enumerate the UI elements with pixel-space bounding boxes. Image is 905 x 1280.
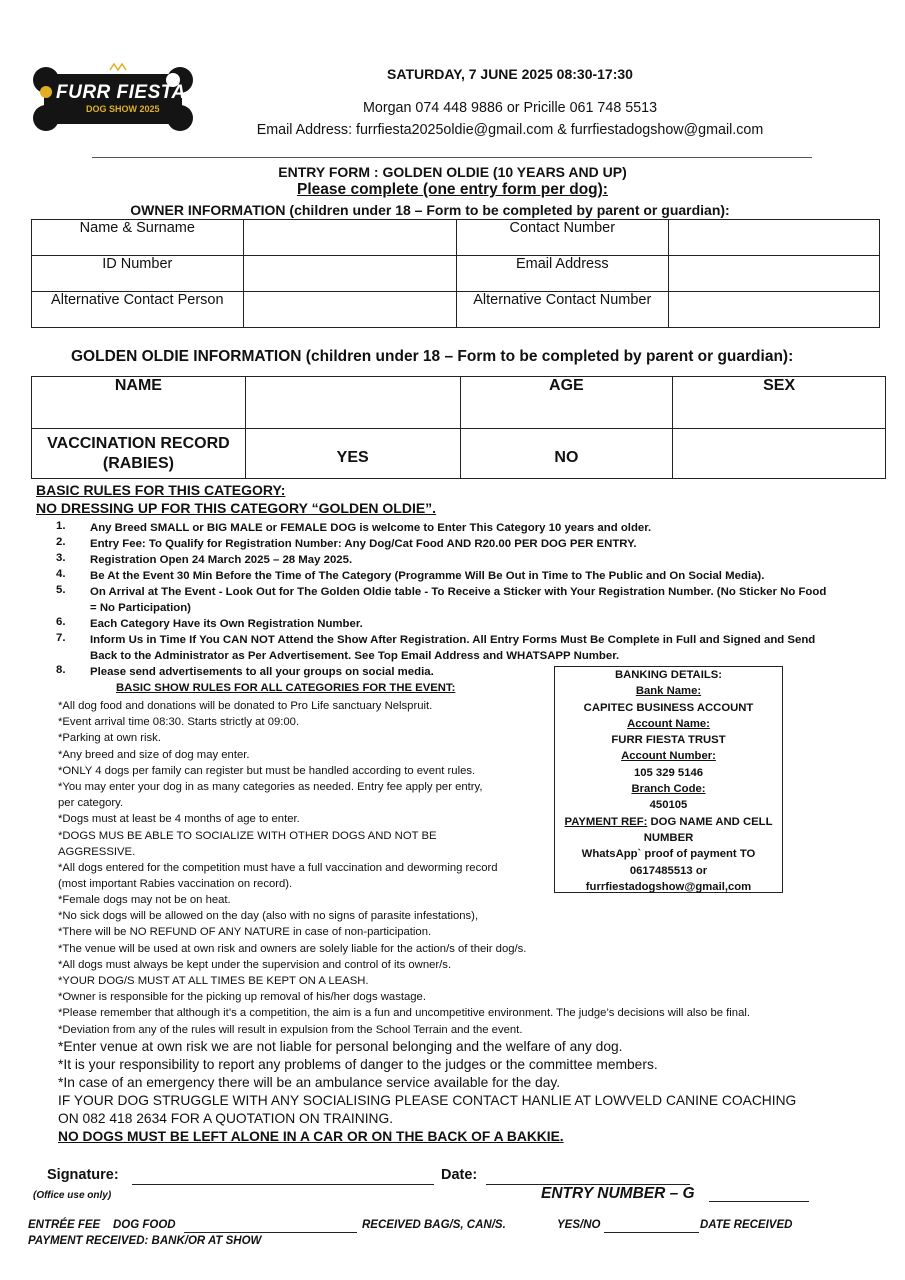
show-rule-line: *Owner is responsible for the picking up removal of his/her dogs wastage. (58, 991, 426, 1004)
vaccination-extra-field[interactable] (673, 429, 886, 479)
bank-name-value: CAPITEC BUSINESS ACCOUNT (583, 701, 754, 714)
payment-ref-label: PAYMENT REF: (564, 815, 648, 828)
show-rule-line: *Enter venue at own risk we are not liable for personal belonging and the welfare of any dog. (58, 1039, 623, 1054)
owner-id-label: ID Number (32, 256, 244, 292)
signature-line[interactable] (132, 1184, 434, 1185)
show-rule-line: *Please remember that although it’s a competition, the aim is a fun and uncompetitive environment. The judge’s decisions will also be final. (58, 1007, 751, 1020)
vaccination-label-line2: (RABIES) (102, 454, 174, 472)
account-name-value: FURR FIESTA TRUST (611, 734, 726, 747)
vaccination-label (32, 429, 246, 479)
rule-text: On Arrival at The Event - Look Out for The Golden Oldie table - To Receive a Sticker with Your Registration Number. (No Sticker No Food = No Participation) (90, 586, 827, 615)
payment-received-label: PAYMENT RECEIVED: BANK/OR AT SHOW (28, 1235, 262, 1247)
show-rule-line: *The venue will be used at own risk and owners are solely liable for the action/s of their dog/s. (58, 942, 527, 955)
furr-fiesta-logo (30, 62, 195, 134)
entree-fee-label: ENTRÉE FEE (28, 1219, 101, 1231)
owner-id-field[interactable] (243, 256, 456, 292)
show-rule-line: *It is your responsibility to report any problems of danger to the judges or the committee members. (58, 1057, 658, 1072)
rule-number: 3. (56, 552, 66, 564)
dog-info-heading: GOLDEN OLDIE INFORMATION (children under 18 – Form to be completed by parent or guardian): (71, 348, 794, 365)
entry-number-label: ENTRY NUMBER – G (541, 1185, 695, 1202)
show-rule-line: ON 082 418 2634 FOR A QUOTATION ON TRAINING. (58, 1111, 394, 1126)
yes-no-line[interactable] (604, 1232, 699, 1233)
rule-number: 4. (56, 568, 66, 580)
logo-subtitle: DOG SHOW 2025 (86, 104, 160, 114)
no-dressing-heading: NO DRESSING UP FOR THIS CATEGORY “GOLDEN OLDIE”. (36, 500, 437, 516)
rule-number: 1. (56, 520, 66, 532)
show-rule-line: *YOUR DOG/S MUST AT ALL TIMES BE KEPT ON A LEASH. (58, 975, 369, 988)
rule-text: Inform Us in Time If You CAN NOT Attend the Show After Registration. All Entry Forms Must Be Complete in Full and Signed and Send Back to the Administrator as Per Advertisement. See Top Email Address and WHATSAPP Number. (90, 634, 816, 663)
rule-text: Each Category Have its Own Registration Number. (90, 618, 363, 630)
contact-numbers: Morgan 074 448 9886 or Pricille 061 748 5513 (362, 100, 658, 116)
show-rule-line: AGGRESSIVE. (58, 845, 136, 858)
show-rule-line: *ONLY 4 dogs per family can register but must be handled according to event rules. (58, 764, 476, 777)
show-rule-line: *Any breed and size of dog may enter. (58, 748, 250, 761)
account-name-label: Account Name: (627, 717, 710, 730)
header-divider (92, 157, 812, 158)
whatsapp-number: 0617485513 or (629, 864, 708, 877)
rule-text: Registration Open 24 March 2025 – 28 May 2025. (90, 554, 353, 566)
rule-text: Any Breed SMALL or BIG MALE or FEMALE DOG is welcome to Enter This Category 10 years and older. (90, 522, 652, 534)
logo-title: FURR FIESTA (56, 82, 186, 103)
vaccination-yes-option[interactable]: YES (245, 429, 460, 479)
date-label: Date: (441, 1167, 478, 1183)
alt-contact-number-field[interactable] (668, 292, 879, 328)
alt-contact-person-field[interactable] (243, 292, 456, 328)
show-rule-line: *Event arrival time 08:30. Starts strictly at 09:00. (58, 716, 300, 729)
show-rule-line: (most important Rabies vaccination on record). (58, 878, 293, 891)
rule-text: Entry Fee: To Qualify for Registration Number: Any Dog/Cat Food AND R20.00 PER DOG PER ENTRY. (90, 538, 637, 550)
account-number-label: Account Number: (621, 750, 716, 763)
office-use-label: (Office use only) (33, 1190, 112, 1201)
show-rules-heading: BASIC SHOW RULES FOR ALL CATEGORIES FOR THE EVENT: (116, 682, 456, 694)
date-received-label: DATE RECEIVED (700, 1219, 793, 1231)
signature-label: Signature: (47, 1167, 119, 1183)
owner-contact-field[interactable] (668, 220, 879, 256)
show-rules-list-large (58, 1038, 858, 1128)
dog-name-label: NAME (32, 377, 246, 429)
rule-number: 8. (56, 664, 66, 676)
vaccination-label-line1: VACCINATION RECORD (47, 434, 230, 452)
owner-name-field[interactable] (243, 220, 456, 256)
account-number-value: 105 329 5146 (633, 766, 704, 779)
owner-email-field[interactable] (668, 256, 879, 292)
branch-code-value: 450105 (649, 799, 688, 812)
payment-ref-value-line2: NUMBER (643, 831, 694, 844)
dog-food-line[interactable] (184, 1232, 357, 1233)
form-title: ENTRY FORM : GOLDEN OLDIE (10 YEARS AND UP) (278, 164, 627, 180)
yes-no-label: YES/NO (557, 1219, 601, 1231)
show-rule-line: *Dogs must at least be 4 months of age to enter. (58, 813, 300, 826)
payment-ref-value: DOG NAME AND CELL (647, 815, 773, 828)
banking-email: furrfiestadogshow@gmail,com (585, 880, 752, 893)
owner-heading: OWNER INFORMATION (children under 18 – Form to be completed by parent or guardian): (130, 202, 730, 218)
dog-info-table (31, 376, 886, 479)
bank-name-label: Bank Name: (635, 685, 702, 698)
email-addresses: Email Address: furrfiesta2025oldie@gmail.com & furrfiestadogshow@gmail.com (256, 122, 764, 138)
payment-ref (555, 814, 782, 830)
show-rule-line: *All dogs must always be kept under the supervision and control of its owner/s. (58, 958, 452, 971)
show-rule-line: *No sick dogs will be allowed on the day (also with no signs of parasite infestations), (58, 910, 479, 923)
show-rule-line: *DOGS MUS BE ABLE TO SOCIALIZE WITH OTHER DOGS AND NOT BE (58, 829, 437, 842)
show-rule-line: *You may enter your dog in as many categories as needed. Entry fee apply per entry, (58, 781, 483, 794)
rules-heading: BASIC RULES FOR THIS CATEGORY: (36, 482, 286, 498)
form-subtitle: Please complete (one entry form per dog): (297, 181, 608, 198)
show-rules-list-wide (58, 892, 838, 1038)
owner-email-label: Email Address (456, 256, 668, 292)
show-rule-line: *There will be NO REFUND OF ANY NATURE in case of non-participation. (58, 926, 432, 939)
event-date: SATURDAY, 7 JUNE 2025 08:30-17:30 (387, 66, 633, 82)
show-rule-line: per category. (58, 797, 124, 810)
rule-number: 2. (56, 536, 66, 548)
banking-details-box (554, 666, 783, 893)
owner-info-table (31, 219, 880, 328)
show-rule-line: *All dog food and donations will be donated to Pro Life sanctuary Nelspruit. (58, 700, 433, 712)
show-rule-line: *Female dogs may not be on heat. (58, 894, 231, 906)
alt-contact-number-label: Alternative Contact Number (456, 292, 668, 328)
rules-list (36, 520, 876, 680)
show-rule-line: *Parking at own risk. (58, 732, 161, 745)
entry-number-line[interactable] (709, 1201, 809, 1202)
dog-name-field[interactable] (245, 377, 460, 429)
no-dogs-in-car-rule: NO DOGS MUST BE LEFT ALONE IN A CAR OR ON THE BACK OF A BAKKIE. (58, 1129, 564, 1144)
whatsapp-proof: WhatsApp` proof of payment TO (581, 848, 756, 861)
show-rule-line: *In case of an emergency there will be an ambulance service available for the day. (58, 1075, 561, 1090)
show-rules-list-narrow (58, 698, 558, 892)
owner-name-label: Name & Surname (32, 220, 244, 256)
alt-contact-person-label: Alternative Contact Person (32, 292, 244, 328)
show-rule-line: *Deviation from any of the rules will result in expulsion from the School Terrain and the event. (58, 1023, 523, 1036)
rule-number: 5. (56, 584, 66, 596)
vaccination-no-option[interactable]: NO (460, 429, 673, 479)
received-bags-label: RECEIVED BAG/S, CAN/S. (362, 1219, 506, 1231)
branch-code-label: Branch Code: (631, 783, 706, 796)
banking-heading: BANKING DETAILS: (614, 669, 723, 681)
rule-text: Please send advertisements to all your groups on social media. (90, 666, 434, 678)
rule-number: 7. (56, 632, 66, 644)
show-rule-line: IF YOUR DOG STRUGGLE WITH ANY SOCIALISING PLEASE CONTACT HANLIE AT LOWVELD CANINE COACHING (58, 1093, 797, 1108)
dog-food-label: DOG FOOD (113, 1219, 176, 1231)
owner-contact-label: Contact Number (456, 220, 668, 256)
dog-age-label: AGE (460, 377, 673, 429)
show-rule-line: *All dogs entered for the competition must have a full vaccination and deworming record (58, 862, 498, 875)
rule-text: Be At the Event 30 Min Before the Time of The Category (Programme Will Be Out in Time to The Public and On Social Media). (90, 570, 765, 582)
rule-number: 6. (56, 616, 66, 628)
dog-sex-label: SEX (673, 377, 886, 429)
